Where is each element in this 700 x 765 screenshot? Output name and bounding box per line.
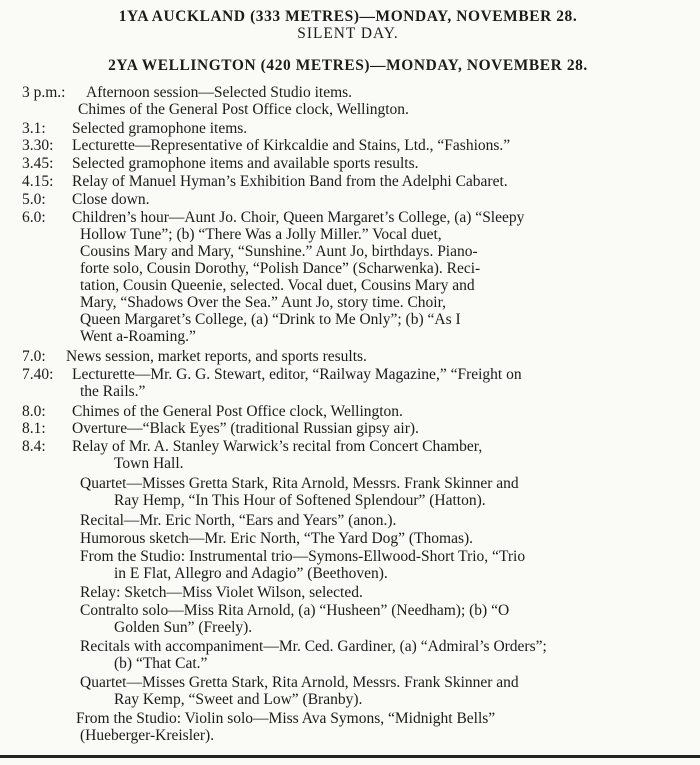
- entry-line: Chimes of the General Post Office clock, Wellington.: [78, 101, 409, 118]
- entry-line: forte solo, Cousin Dorothy, “Polish Dance” (Scharwenka). Reci-: [80, 260, 481, 277]
- entry-line: Selected gramophone items and available sports results.: [72, 155, 419, 172]
- entry-line: tation, Cousin Queenie, selected. Vocal duet, Cousins Mary and: [80, 277, 475, 294]
- entry-time: 7.0:: [22, 348, 46, 365]
- entry-line: Cousins Mary and Mary, “Sunshine.” Aunt Jo, birthdays. Piano-: [80, 243, 478, 260]
- entry-time: 8.0:: [22, 403, 46, 420]
- entry-line: Relay: Sketch—Miss Violet Wilson, selected.: [80, 584, 363, 601]
- entry-time: 5.0:: [22, 191, 46, 208]
- entry-line: in E Flat, Allegro and Adagio” (Beethoven).: [114, 565, 388, 582]
- entry-line: (b) “That Cat.”: [114, 655, 208, 672]
- entry-time: 4.15:: [22, 173, 54, 190]
- entry-line: Ray Hemp, “In This Hour of Softened Splendour” (Hatton).: [114, 492, 486, 509]
- entry-time: 3.1:: [22, 120, 46, 137]
- entry-line: Relay of Mr. A. Stanley Warwick’s recital from Concert Chamber,: [72, 438, 483, 455]
- entry-time: 3.30:: [22, 137, 54, 154]
- entry-line: From the Studio: Violin solo—Miss Ava Symons, “Midnight Bells”: [76, 710, 496, 727]
- entry-line: Recital—Mr. Eric North, “Ears and Years” (anon.).: [80, 512, 397, 529]
- station-2ya-heading: 2YA WELLINGTON (420 METRES)—MONDAY, NOVEMBER 28.: [108, 57, 588, 74]
- entry-line: Chimes of the General Post Office clock, Wellington.: [72, 403, 403, 420]
- entry-line: Humorous sketch—Mr. Eric North, “The Yard Dog” (Thomas).: [80, 530, 474, 547]
- entry-line: News session, market reports, and sports results.: [66, 348, 367, 365]
- bottom-rule: [0, 755, 700, 758]
- entry-line: Close down.: [72, 191, 150, 208]
- entry-time: 3 p.m.:: [22, 84, 66, 101]
- silent-day-note: SILENT DAY.: [297, 25, 399, 42]
- entry-line: Queen Margaret’s College, (a) “Drink to Me Only”; (b) “As I: [80, 311, 461, 328]
- entry-line: Relay of Manuel Hyman’s Exhibition Band from the Adelphi Cabaret.: [72, 173, 508, 190]
- entry-line: Lecturette—Representative of Kirkcaldie and Stains, Ltd., “Fashions.”: [72, 137, 511, 154]
- station-1ya-heading: 1YA AUCKLAND (333 METRES)—MONDAY, NOVEMBER 28.: [118, 8, 578, 25]
- entry-line: Hollow Tune”; (b) “There Was a Jolly Miller.” Vocal duet,: [80, 226, 442, 243]
- entry-line: Ray Kemp, “Sweet and Low” (Branby).: [114, 691, 363, 708]
- entry-line: Recitals with accompaniment—Mr. Ced. Gardiner, (a) “Admiral’s Orders”;: [80, 638, 547, 655]
- entry-time: 3.45:: [22, 155, 54, 172]
- entry-time: 8.4:: [22, 438, 46, 455]
- entry-line: Afternoon session—Selected Studio items.: [86, 84, 353, 101]
- entry-line: Town Hall.: [114, 455, 184, 472]
- entry-line: Lecturette—Mr. G. G. Stewart, editor, “Railway Magazine,” “Freight on: [72, 366, 522, 383]
- entry-line: the Rails.”: [80, 383, 146, 400]
- entry-line: (Hueberger-Kreisler).: [80, 727, 215, 744]
- entry-line: Contralto solo—Miss Rita Arnold, (a) “Husheen” (Needham); (b) “O: [80, 602, 510, 619]
- entry-line: Selected gramophone items.: [72, 120, 248, 137]
- entry-line: Went a-Roaming.”: [80, 328, 196, 345]
- entry-line: Children’s hour—Aunt Jo. Choir, Queen Margaret’s College, (a) “Sleepy: [72, 209, 525, 226]
- entry-time: 7.40:: [22, 366, 54, 383]
- entry-line: From the Studio: Instrumental trio—Symons-Ellwood-Short Trio, “Trio: [80, 548, 526, 565]
- entry-line: Golden Sun” (Freely).: [114, 619, 253, 636]
- entry-line: Quartet—Misses Gretta Stark, Rita Arnold, Messrs. Frank Skinner and: [80, 674, 519, 691]
- entry-line: Mary, “Shadows Over the Sea.” Aunt Jo, story time. Choir,: [80, 294, 447, 311]
- entry-line: Overture—“Black Eyes” (traditional Russian gipsy air).: [72, 420, 419, 437]
- entry-time: 8.1:: [22, 420, 46, 437]
- entry-time: 6.0:: [22, 209, 46, 226]
- entry-line: Quartet—Misses Gretta Stark, Rita Arnold, Messrs. Frank Skinner and: [80, 475, 519, 492]
